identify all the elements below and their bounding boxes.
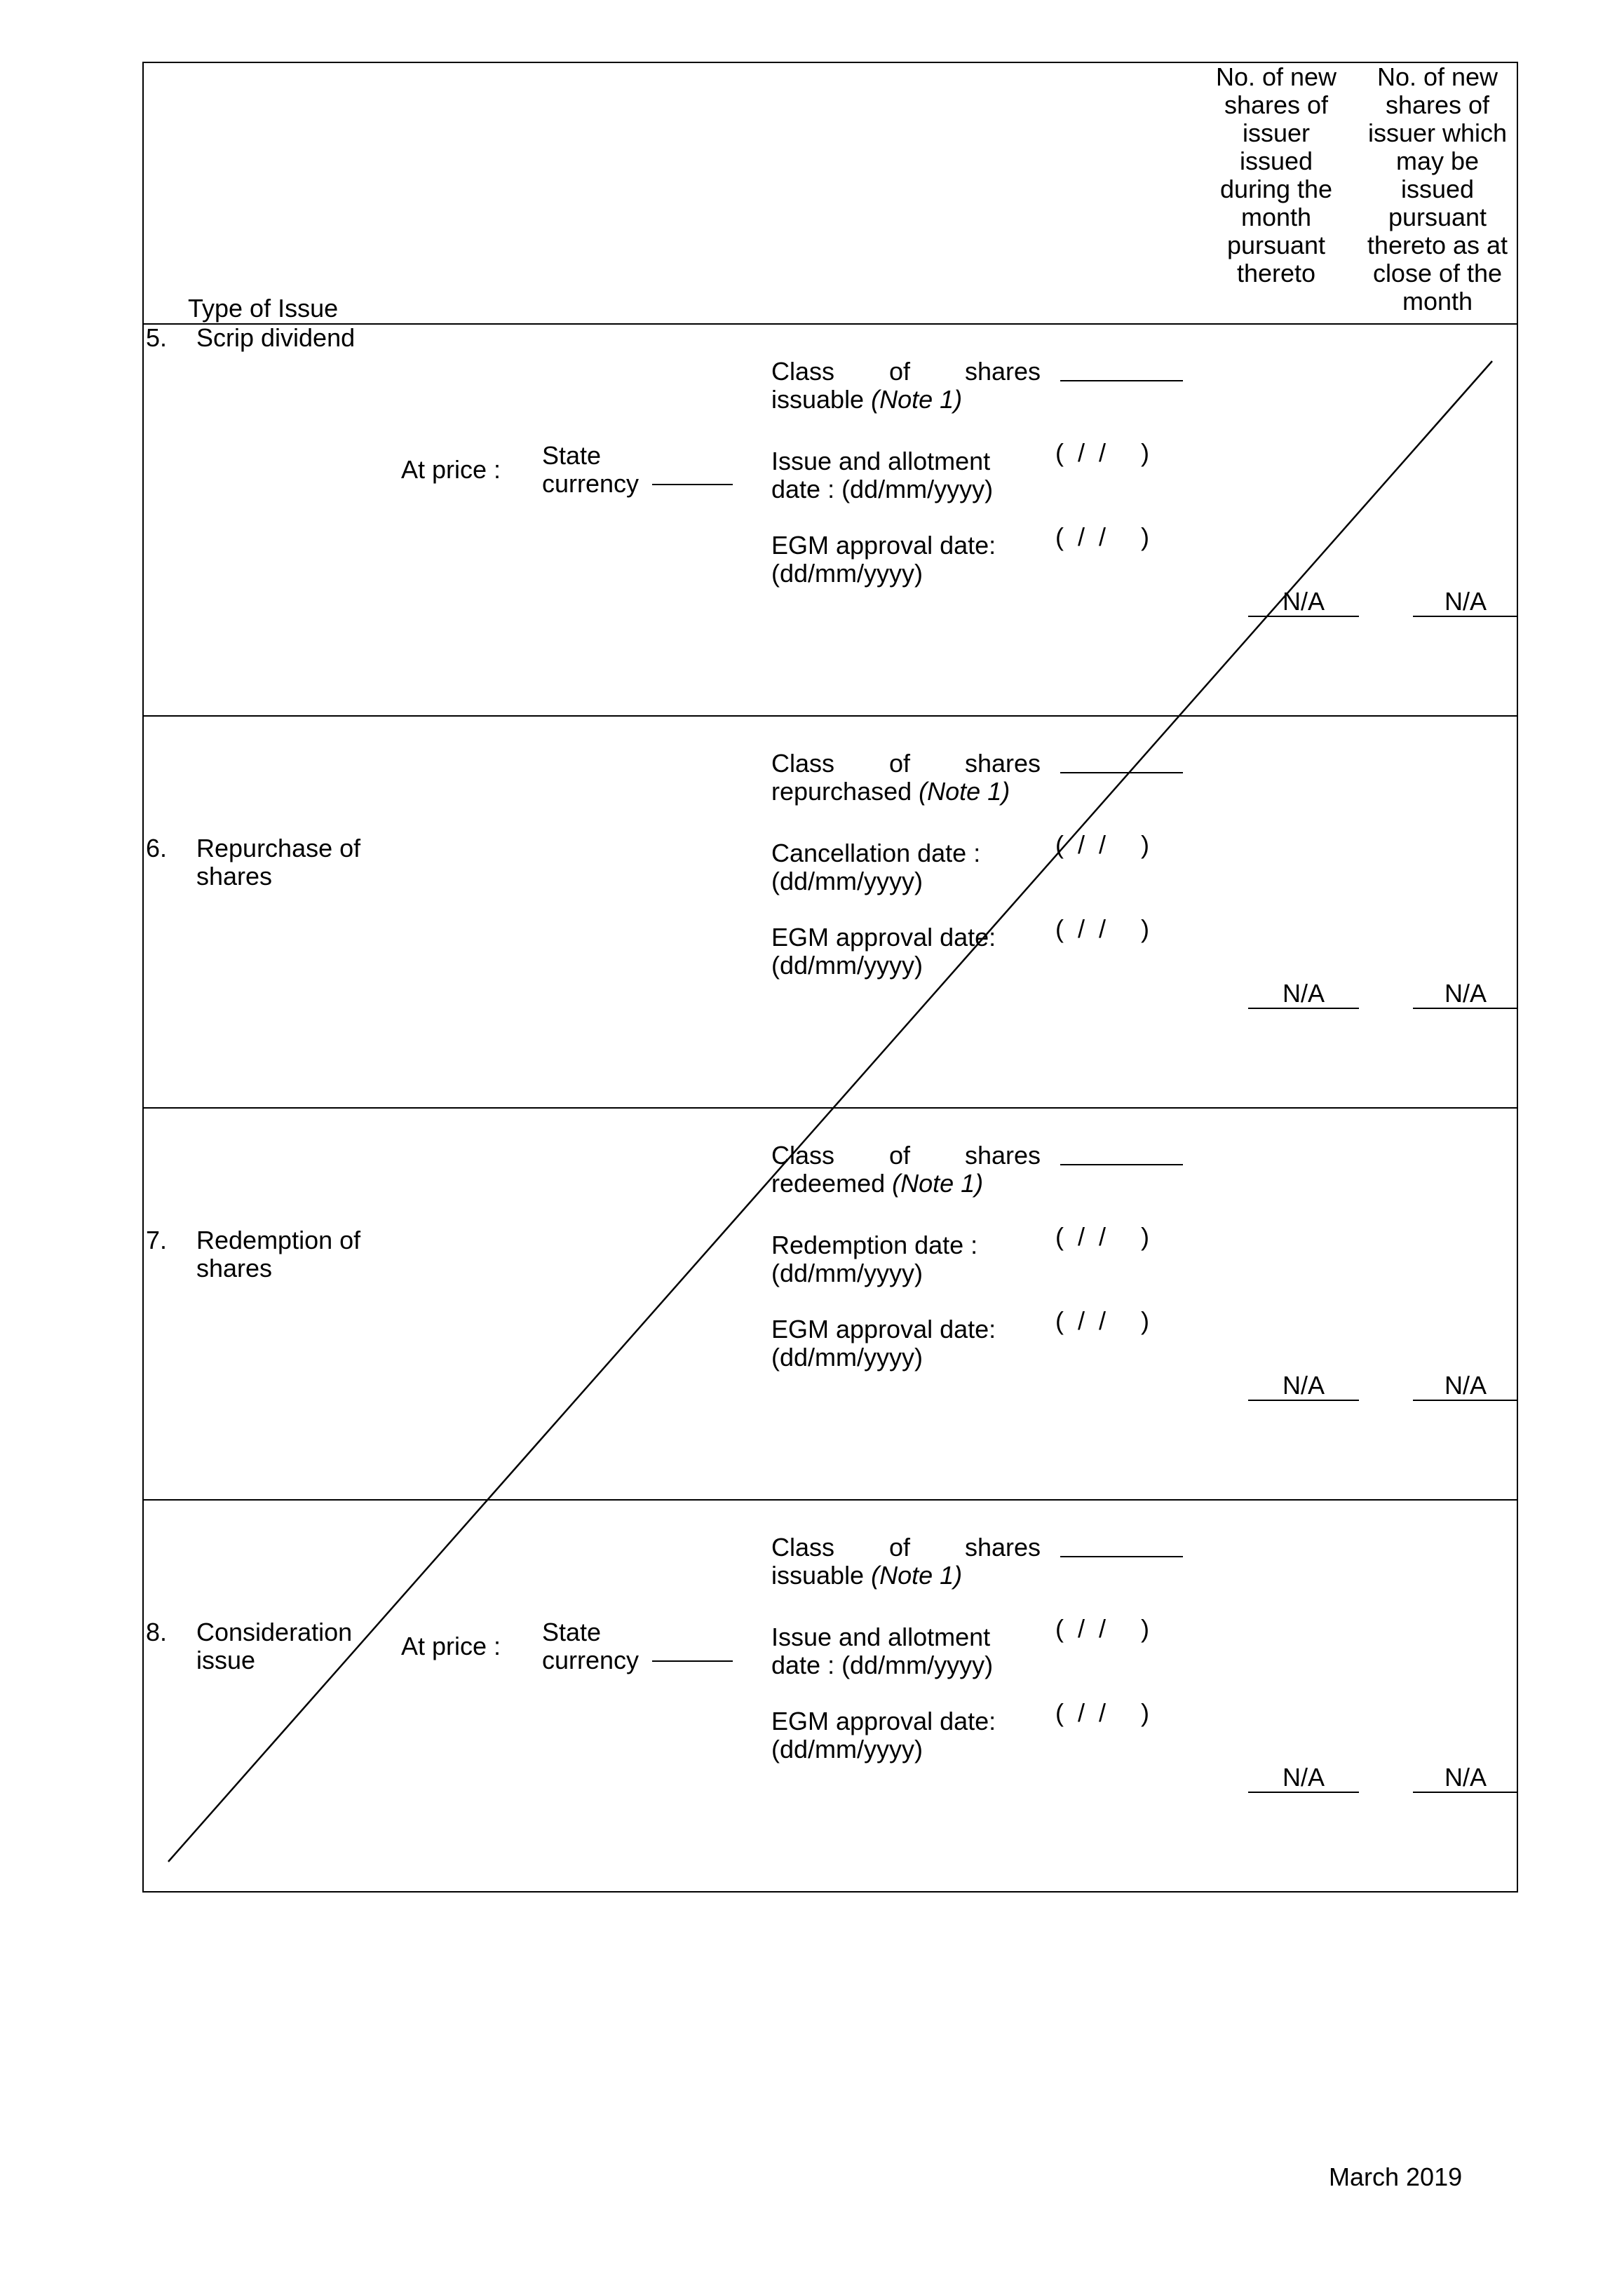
row-5-egm-field[interactable]: ( / / ) xyxy=(1055,522,1149,551)
row-7-na-issued: N/A xyxy=(1282,1371,1325,1400)
type-of-issue-header: Type of Issue xyxy=(188,294,339,323)
row-6-egm-field[interactable]: ( / / ) xyxy=(1055,914,1149,943)
row-8-egm-field[interactable]: ( / / ) xyxy=(1055,1698,1149,1727)
col-header-issued: No. of new shares of issuer issued during the month pursuant thereto xyxy=(1215,62,1337,287)
row-6-date1-field[interactable]: ( / / ) xyxy=(1055,830,1149,859)
row-7-egm-label: EGM approval date: (dd/mm/yyyy) xyxy=(771,1315,996,1372)
row-7-class-label: Class of shares redeemed (Note 1) xyxy=(771,1141,1041,1198)
row-7-na-may-issue: N/A xyxy=(1444,1371,1487,1400)
row-7-date1-field[interactable]: ( / / ) xyxy=(1055,1222,1149,1251)
row-5-number: 5. xyxy=(146,323,168,352)
row-5-state-currency: State currency xyxy=(542,441,640,498)
row-7-egm-field[interactable]: ( / / ) xyxy=(1055,1306,1149,1335)
row-5-egm-label: EGM approval date: (dd/mm/yyyy) xyxy=(771,531,996,588)
row-8-na-issued: N/A xyxy=(1282,1763,1325,1792)
row-8-class-label: Class of shares issuable (Note 1) xyxy=(771,1533,1041,1590)
row-6-date1-label: Cancellation date : (dd/mm/yyyy) xyxy=(771,839,981,895)
col-header-may-issue: No. of new shares of issuer which may be issued pursuant thereto as at close of the month xyxy=(1367,62,1508,316)
row-5-class-label: Class of shares issuable (Note 1) xyxy=(771,357,1041,414)
row-5-na-may-issue: N/A xyxy=(1444,587,1487,616)
row-6-class-label: Class of shares repurchased (Note 1) xyxy=(771,749,1041,806)
row-5-at-price-label: At price : xyxy=(401,455,501,484)
row-6-title: Repurchase of shares xyxy=(196,834,361,891)
row-8-number: 8. xyxy=(146,1618,168,1646)
row-7-title: Redemption of shares xyxy=(196,1226,361,1282)
row-6-na-may-issue: N/A xyxy=(1444,979,1487,1008)
row-7-date1-label: Redemption date : (dd/mm/yyyy) xyxy=(771,1231,978,1287)
row-5-date1-field[interactable]: ( / / ) xyxy=(1055,438,1149,467)
row-6-number: 6. xyxy=(146,834,168,862)
row-5-date1-label: Issue and allotment date : (dd/mm/yyyy) xyxy=(771,447,994,503)
footer-date: March 2019 xyxy=(1329,2162,1463,2191)
row-8-at-price-label: At price : xyxy=(401,1632,501,1660)
row-8-title: Consideration issue xyxy=(196,1618,353,1674)
row-8-state-currency: State currency xyxy=(542,1618,640,1674)
row-8-egm-label: EGM approval date: (dd/mm/yyyy) xyxy=(771,1707,996,1763)
row-7-number: 7. xyxy=(146,1226,168,1254)
row-8-date1-field[interactable]: ( / / ) xyxy=(1055,1614,1149,1643)
row-5-title: Scrip dividend xyxy=(196,323,356,352)
row-8-date1-label: Issue and allotment date : (dd/mm/yyyy) xyxy=(771,1623,994,1679)
row-8-na-may-issue: N/A xyxy=(1444,1763,1487,1792)
row-5-na-issued: N/A xyxy=(1282,587,1325,616)
row-6-na-issued: N/A xyxy=(1282,979,1325,1008)
row-6-egm-label: EGM approval date: (dd/mm/yyyy) xyxy=(771,923,996,980)
